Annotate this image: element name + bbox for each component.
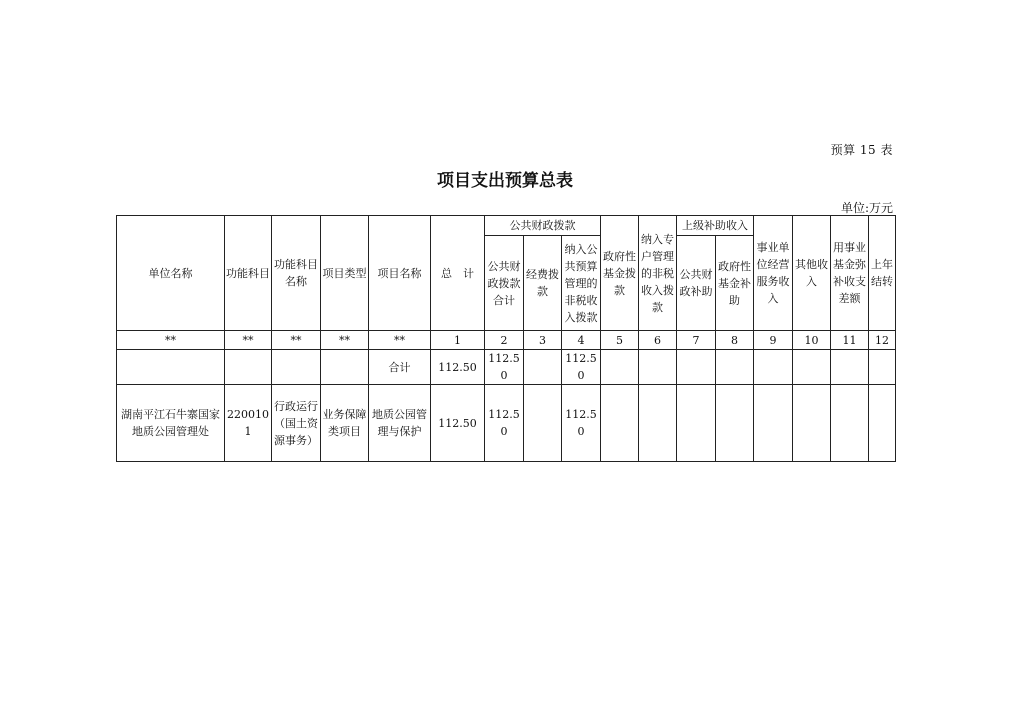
header-public-subsidy: 公共财政补助 — [677, 236, 716, 331]
header-public-finance: 公共财政拨款 — [485, 216, 601, 236]
cell-empty — [869, 350, 896, 385]
number-cell: ** — [321, 331, 369, 350]
cell-unit-name: 湖南平江石牛寨国家地质公园管理处 — [117, 385, 225, 462]
cell-public-total: 112.50 — [485, 350, 524, 385]
cell-empty — [793, 350, 831, 385]
number-cell: ** — [117, 331, 225, 350]
header-public-total: 公共财政拨款合计 — [485, 236, 524, 331]
cell-func-code: 2200101 — [225, 385, 272, 462]
cell-empty — [677, 350, 716, 385]
header-nontax-public: 纳入公共预算管理的非税收入拨款 — [562, 236, 601, 331]
cell-empty — [639, 350, 677, 385]
cell-func-name: 行政运行（国土资源事务） — [272, 385, 321, 462]
number-cell: 12 — [869, 331, 896, 350]
header-proj-type: 项目类型 — [321, 216, 369, 331]
table-row — [117, 385, 896, 462]
number-cell: ** — [369, 331, 431, 350]
cell-empty — [639, 385, 677, 462]
cell-empty — [677, 385, 716, 462]
number-cell: 9 — [754, 331, 793, 350]
number-cell: 10 — [793, 331, 831, 350]
cell-empty — [754, 385, 793, 462]
header-other-income: 其他收入 — [793, 216, 831, 331]
cell-empty — [831, 350, 869, 385]
number-cell: 4 — [562, 331, 601, 350]
cell-empty — [793, 385, 831, 462]
header-total: 总 计 — [431, 216, 485, 331]
header-balance-use: 用事业基金弥补收支差额 — [831, 216, 869, 331]
number-cell: 2 — [485, 331, 524, 350]
number-cell: 11 — [831, 331, 869, 350]
header-gov-fund: 政府性基金拨款 — [601, 216, 639, 331]
header-last-year: 上年结转 — [869, 216, 896, 331]
cell-total: 112.50 — [431, 350, 485, 385]
number-cell: 6 — [639, 331, 677, 350]
cell-fee-alloc — [524, 385, 562, 462]
cell-public-total: 112.50 — [485, 385, 524, 462]
cell-empty — [601, 385, 639, 462]
cell-empty — [716, 350, 754, 385]
header-proj-name: 项目名称 — [369, 216, 431, 331]
cell-total: 112.50 — [431, 385, 485, 462]
budget-table — [116, 215, 896, 462]
header-fee-alloc: 经费拨款 — [524, 236, 562, 331]
cell-proj-type — [321, 350, 369, 385]
cell-nontax-public: 112.50 — [562, 385, 601, 462]
cell-fee-alloc — [524, 350, 562, 385]
cell-empty — [869, 385, 896, 462]
cell-empty — [716, 385, 754, 462]
cell-func-code — [225, 350, 272, 385]
header-func-code: 功能科目 — [225, 216, 272, 331]
header-unit-name: 单位名称 — [117, 216, 225, 331]
header-business-income: 事业单位经营服务收入 — [754, 216, 793, 331]
cell-unit-name — [117, 350, 225, 385]
number-cell: 5 — [601, 331, 639, 350]
header-gov-fund-subsidy: 政府性基金补助 — [716, 236, 754, 331]
header-func-name: 功能科目名称 — [272, 216, 321, 331]
number-cell: 7 — [677, 331, 716, 350]
number-cell: 3 — [524, 331, 562, 350]
cell-empty — [831, 385, 869, 462]
number-cell: ** — [225, 331, 272, 350]
cell-func-name — [272, 350, 321, 385]
unit-label: 单位:万元 — [840, 201, 893, 215]
cell-nontax-public: 112.50 — [562, 350, 601, 385]
cell-proj-name: 地质公园管理与保护 — [369, 385, 431, 462]
header-upper-subsidy: 上级补助收入 — [677, 216, 754, 236]
header-nontax-special: 纳入专户管理的非税收入拨款 — [639, 216, 677, 331]
cell-proj-name: 合计 — [369, 350, 431, 385]
cell-empty — [601, 350, 639, 385]
number-row — [117, 331, 896, 350]
table-row-total — [117, 350, 896, 385]
page-title: 项目支出预算总表 — [437, 171, 573, 191]
number-cell: 1 — [431, 331, 485, 350]
cell-proj-type: 业务保障类项目 — [321, 385, 369, 462]
table-number: 预算 15 表 — [830, 143, 893, 157]
cell-empty — [754, 350, 793, 385]
number-cell: 8 — [716, 331, 754, 350]
number-cell: ** — [272, 331, 321, 350]
